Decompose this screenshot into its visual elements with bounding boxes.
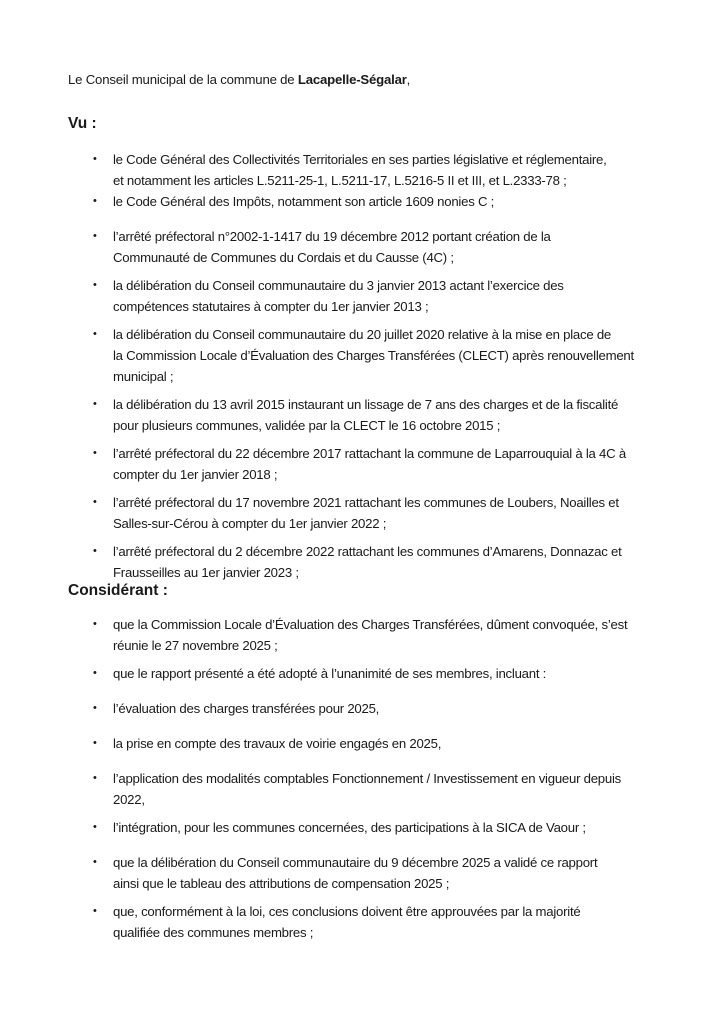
list-item-line: Frausseilles au 1er janvier 2023 ; [113,565,299,580]
list-item [93,492,683,534]
list-item-line: que la Commission Locale d’Évaluation des Charges Transférées, dûment convoquée, s’est [113,617,628,632]
bullet-icon: • [93,328,97,340]
list-item-line: la délibération du Conseil communautaire du 20 juillet 2020 relative à la mise en place de [113,327,611,342]
list-item-line: le Code Général des Collectivités Territoriales en ses parties législative et réglementaire, [113,152,607,167]
list-item [93,191,683,212]
list-item [93,394,683,436]
list-item [93,817,683,838]
list-item [93,443,683,485]
list-item [93,614,683,656]
list-item [93,901,683,943]
list-item-line: Salles-sur-Cérou à compter du 1er janvier 2022 ; [113,516,387,531]
list-item-line: municipal ; [113,369,174,384]
list-item [93,852,683,894]
list-item [93,768,683,810]
bullet-icon: • [93,821,97,833]
bullet-icon: • [93,545,97,557]
list-item-line: réunie le 27 novembre 2025 ; [113,638,278,653]
bullet-icon: • [93,905,97,917]
list-item-line: Communauté de Communes du Cordais et du Causse (4C) ; [113,250,454,265]
list-item [93,733,683,754]
commune-name: Lacapelle-Ségalar [297,72,407,87]
list-item [93,698,683,719]
list-item [93,663,683,684]
list-item-line: la délibération du Conseil communautaire du 3 janvier 2013 actant l’exercice des [113,278,564,293]
bullet-icon: • [93,398,97,410]
intro-paragraph [68,71,410,89]
bullet-icon: • [93,618,97,630]
list-item-line: l’arrêté préfectoral du 17 novembre 2021 rattachant les communes de Loubers, Noailles et [113,495,619,510]
list-item-line: que le rapport présenté a été adopté à l’unanimité de ses membres, incluant : [113,666,547,681]
list-item [93,324,683,387]
section-heading: Considérant : [68,582,168,599]
bullet-icon: • [93,447,97,459]
bullet-icon: • [93,667,97,679]
list-item-line: pour plusieurs communes, validée par la CLECT le 16 octobre 2015 ; [113,418,501,433]
bullet-icon: • [93,279,97,291]
intro-suffix: , [406,72,411,87]
bullet-icon: • [93,153,97,165]
list-item-line: l’évaluation des charges transférées pour 2025, [113,701,380,716]
bullet-icon: • [93,230,97,242]
list-item [93,226,683,268]
list-item [93,149,683,191]
list-item-line: la Commission Locale d’Évaluation des Charges Transférées (CLECT) après renouvellement [113,348,634,363]
list-item [93,275,683,317]
bullet-icon: • [93,772,97,784]
bullet-icon: • [93,496,97,508]
bullet-icon: • [93,737,97,749]
list-item-line: l’arrêté préfectoral du 22 décembre 2017 rattachant la commune de Laparrouquial à la 4C à [113,446,626,461]
list-item-line: que, conformément à la loi, ces conclusions doivent être approuvées par la majorité [113,904,581,919]
list-item-line: et notamment les articles L.5211-25-1, L.5211-17, L.5216-5 II et III, et L.2333-78 ; [113,173,567,188]
list-item-line: ainsi que le tableau des attributions de compensation 2025 ; [113,876,450,891]
bullet-icon: • [93,856,97,868]
list-item-line: l’arrêté préfectoral n°2002-1-1417 du 19 décembre 2012 portant création de la [113,229,551,244]
list-item [93,541,683,583]
list-item-line: l’application des modalités comptables Fonctionnement / Investissement en vigueur depuis [113,771,621,786]
list-item-line: compter du 1er janvier 2018 ; [113,467,278,482]
intro-prefix: Le Conseil municipal de la commune de [68,72,298,87]
bullet-icon: • [93,702,97,714]
list-item-line: qualifiée des communes membres ; [113,925,314,940]
list-item-line: le Code Général des Impôts, notamment son article 1609 nonies C ; [113,194,495,209]
list-item-line: 2022, [113,792,145,807]
section-heading: Vu : [68,115,97,132]
list-item-line: l’intégration, pour les communes concernées, des participations à la SICA de Vaour ; [113,820,586,835]
list-item-line: compétences statutaires à compter du 1er janvier 2013 ; [113,299,429,314]
list-item-line: que la délibération du Conseil communautaire du 9 décembre 2025 a validé ce rapport [113,855,598,870]
list-item-line: la prise en compte des travaux de voirie engagés en 2025, [113,736,442,751]
list-item-line: l’arrêté préfectoral du 2 décembre 2022 rattachant les communes d’Amarens, Donnazac et [113,544,622,559]
bullet-icon: • [93,195,97,207]
list-item-line: la délibération du 13 avril 2015 instaurant un lissage de 7 ans des charges et de la fiscalité [113,397,619,412]
